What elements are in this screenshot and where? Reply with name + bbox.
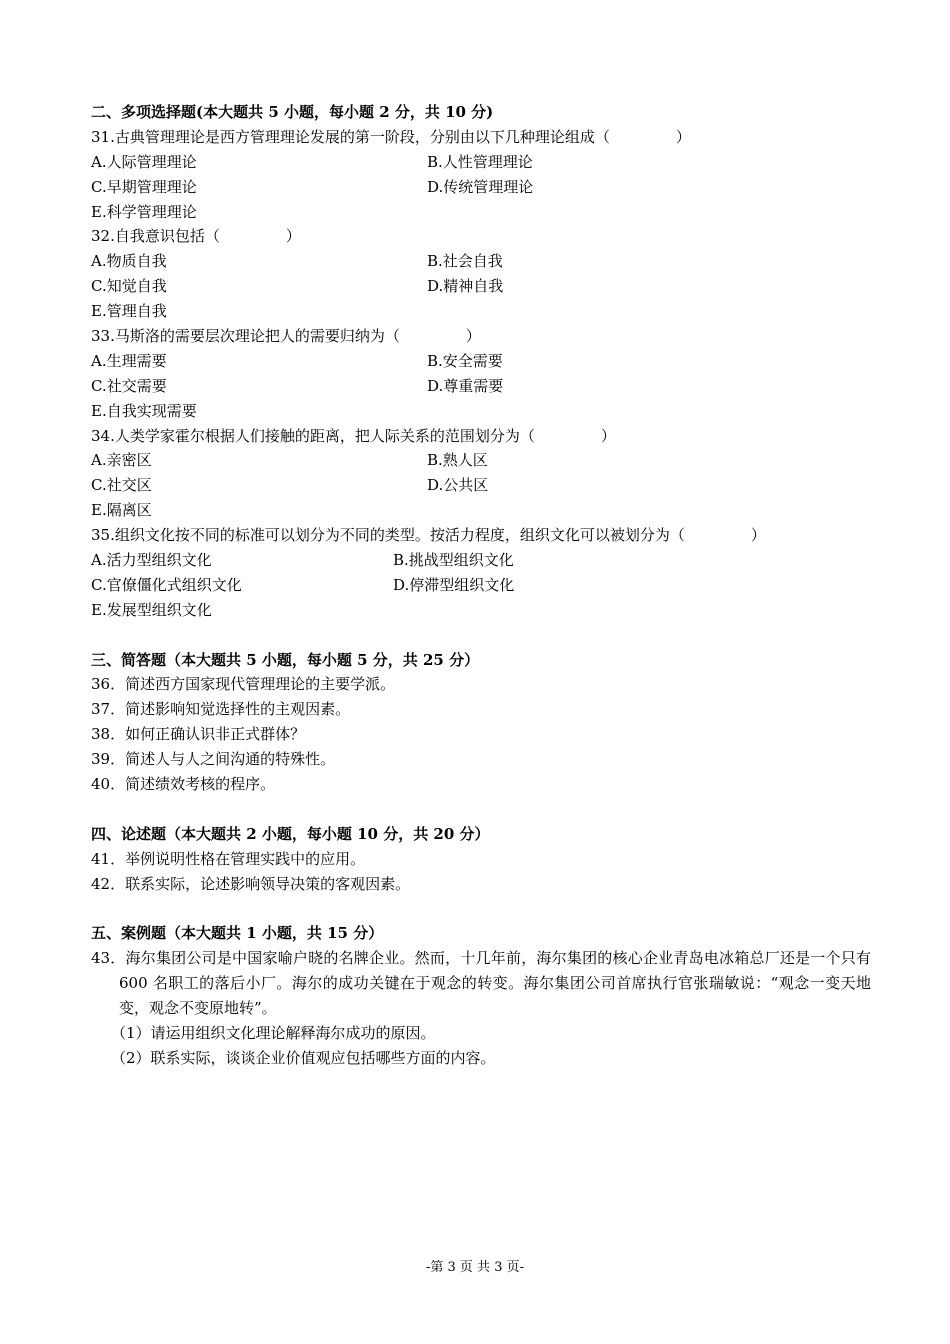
question-31-options-row-1 bbox=[91, 150, 871, 175]
question-43-sub-2: （2）联系实际，谈谈企业价值观应包括哪些方面的内容。 bbox=[111, 1048, 496, 1067]
option-d: D.传统管理理论 bbox=[427, 177, 534, 196]
question-35-options-row-1 bbox=[91, 548, 871, 573]
option-e: E.隔离区 bbox=[91, 501, 152, 520]
question-42: 42．联系实际，论述影响领导决策的客观因素。 bbox=[91, 874, 411, 893]
option-e: E.科学管理理论 bbox=[91, 202, 197, 221]
question-40: 40．简述绩效考核的程序。 bbox=[91, 775, 276, 794]
question-34-options-row-2 bbox=[91, 473, 871, 498]
option-c: C.早期管理理论 bbox=[91, 177, 197, 196]
option-b: B.挑战型组织文化 bbox=[393, 551, 514, 570]
option-b: B.熟人区 bbox=[427, 451, 488, 470]
option-c: C.社交区 bbox=[91, 476, 152, 495]
question-stem-text: 31.古典管理理论是西方管理理论发展的第一阶段，分别由以下几种理论组成（ bbox=[91, 127, 610, 146]
question-41: 41．举例说明性格在管理实践中的应用。 bbox=[91, 849, 366, 868]
question-38: 38．如何正确认识非正式群体？ bbox=[91, 725, 306, 744]
question-32-options-row-2 bbox=[91, 274, 871, 299]
option-e: E.自我实现需要 bbox=[91, 401, 197, 420]
question-bracket-close: ） bbox=[600, 426, 616, 445]
option-b: B.安全需要 bbox=[427, 351, 503, 370]
option-d: D.公共区 bbox=[427, 476, 489, 495]
option-e: E.发展型组织文化 bbox=[91, 600, 212, 619]
option-a: A.物质自我 bbox=[91, 252, 167, 271]
option-a: A.生理需要 bbox=[91, 351, 167, 370]
section3-title: 三、简答题（本大题共 5 小题，每小题 5 分，共 25 分） bbox=[91, 650, 480, 669]
option-c: C.社交需要 bbox=[91, 376, 167, 395]
page-footer: -第 3 页 共 3 页- bbox=[426, 1260, 524, 1275]
question-32-stem bbox=[91, 224, 871, 249]
question-43-case-text: 43．海尔集团公司是中国家喻户晓的名牌企业。然而，十几年前，海尔集团的核心企业青岛电冰箱总厂还是一个只有 600 名职工的落后小厂。海尔的成功关键在于观念的转变。海尔集团公司首席执行官张瑞敏说：“观念一变天地变，观念不变原地转”。 bbox=[91, 949, 871, 1018]
option-b: B.人性管理理论 bbox=[427, 152, 533, 171]
question-33-stem bbox=[91, 324, 871, 349]
question-35-options-row-2 bbox=[91, 573, 871, 598]
question-37: 37．简述影响知觉选择性的主观因素。 bbox=[91, 700, 351, 719]
question-bracket-close: ） bbox=[750, 526, 766, 545]
question-35-stem bbox=[91, 523, 871, 548]
question-stem-text: 32.自我意识包括（ bbox=[91, 227, 220, 246]
option-a: A.活力型组织文化 bbox=[91, 551, 212, 570]
option-d: D.精神自我 bbox=[427, 277, 504, 296]
option-d: D.停滞型组织文化 bbox=[393, 575, 515, 594]
question-bracket-close: ） bbox=[285, 227, 301, 246]
question-33-options-row-2 bbox=[91, 374, 871, 399]
option-c: C.官僚僵化式组织文化 bbox=[91, 575, 242, 594]
question-36: 36．简述西方国家现代管理理论的主要学派。 bbox=[91, 675, 396, 694]
question-43-sub-1: （1）请运用组织文化理论解释海尔成功的原因。 bbox=[111, 1024, 436, 1042]
section5-title: 五、案例题（本大题共 1 小题，共 15 分） bbox=[91, 924, 384, 943]
option-c: C.知觉自我 bbox=[91, 277, 167, 296]
question-31-options-row-2 bbox=[91, 175, 871, 200]
question-34-stem bbox=[91, 424, 871, 449]
section2-title: 二、多项选择题(本大题共 5 小题，每小题 2 分，共 10 分) bbox=[91, 103, 494, 121]
question-31-stem bbox=[91, 125, 871, 150]
option-a: A.人际管理理论 bbox=[91, 152, 197, 171]
option-e: E.管理自我 bbox=[91, 302, 167, 321]
question-39: 39．简述人与人之间沟通的特殊性。 bbox=[91, 750, 336, 769]
question-bracket-close: ） bbox=[675, 127, 691, 146]
section4-title: 四、论述题（本大题共 2 小题，每小题 10 分，共 20 分） bbox=[91, 824, 490, 843]
exam-page bbox=[91, 100, 871, 1071]
option-b: B.社会自我 bbox=[427, 252, 503, 271]
question-32-options-row-1 bbox=[91, 249, 871, 274]
option-a: A.亲密区 bbox=[91, 451, 152, 470]
question-stem-text: 35.组织文化按不同的标准可以划分为不同的类型。按活力程度，组织文化可以被划分为（ bbox=[91, 526, 685, 545]
question-stem-text: 34.人类学家霍尔根据人们接触的距离，把人际关系的范围划分为（ bbox=[91, 426, 535, 445]
question-bracket-close: ） bbox=[465, 327, 481, 346]
question-34-options-row-1 bbox=[91, 448, 871, 473]
question-stem-text: 33.马斯洛的需要层次理论把人的需要归纳为（ bbox=[91, 327, 400, 346]
question-33-options-row-1 bbox=[91, 349, 871, 374]
option-d: D.尊重需要 bbox=[427, 376, 504, 395]
